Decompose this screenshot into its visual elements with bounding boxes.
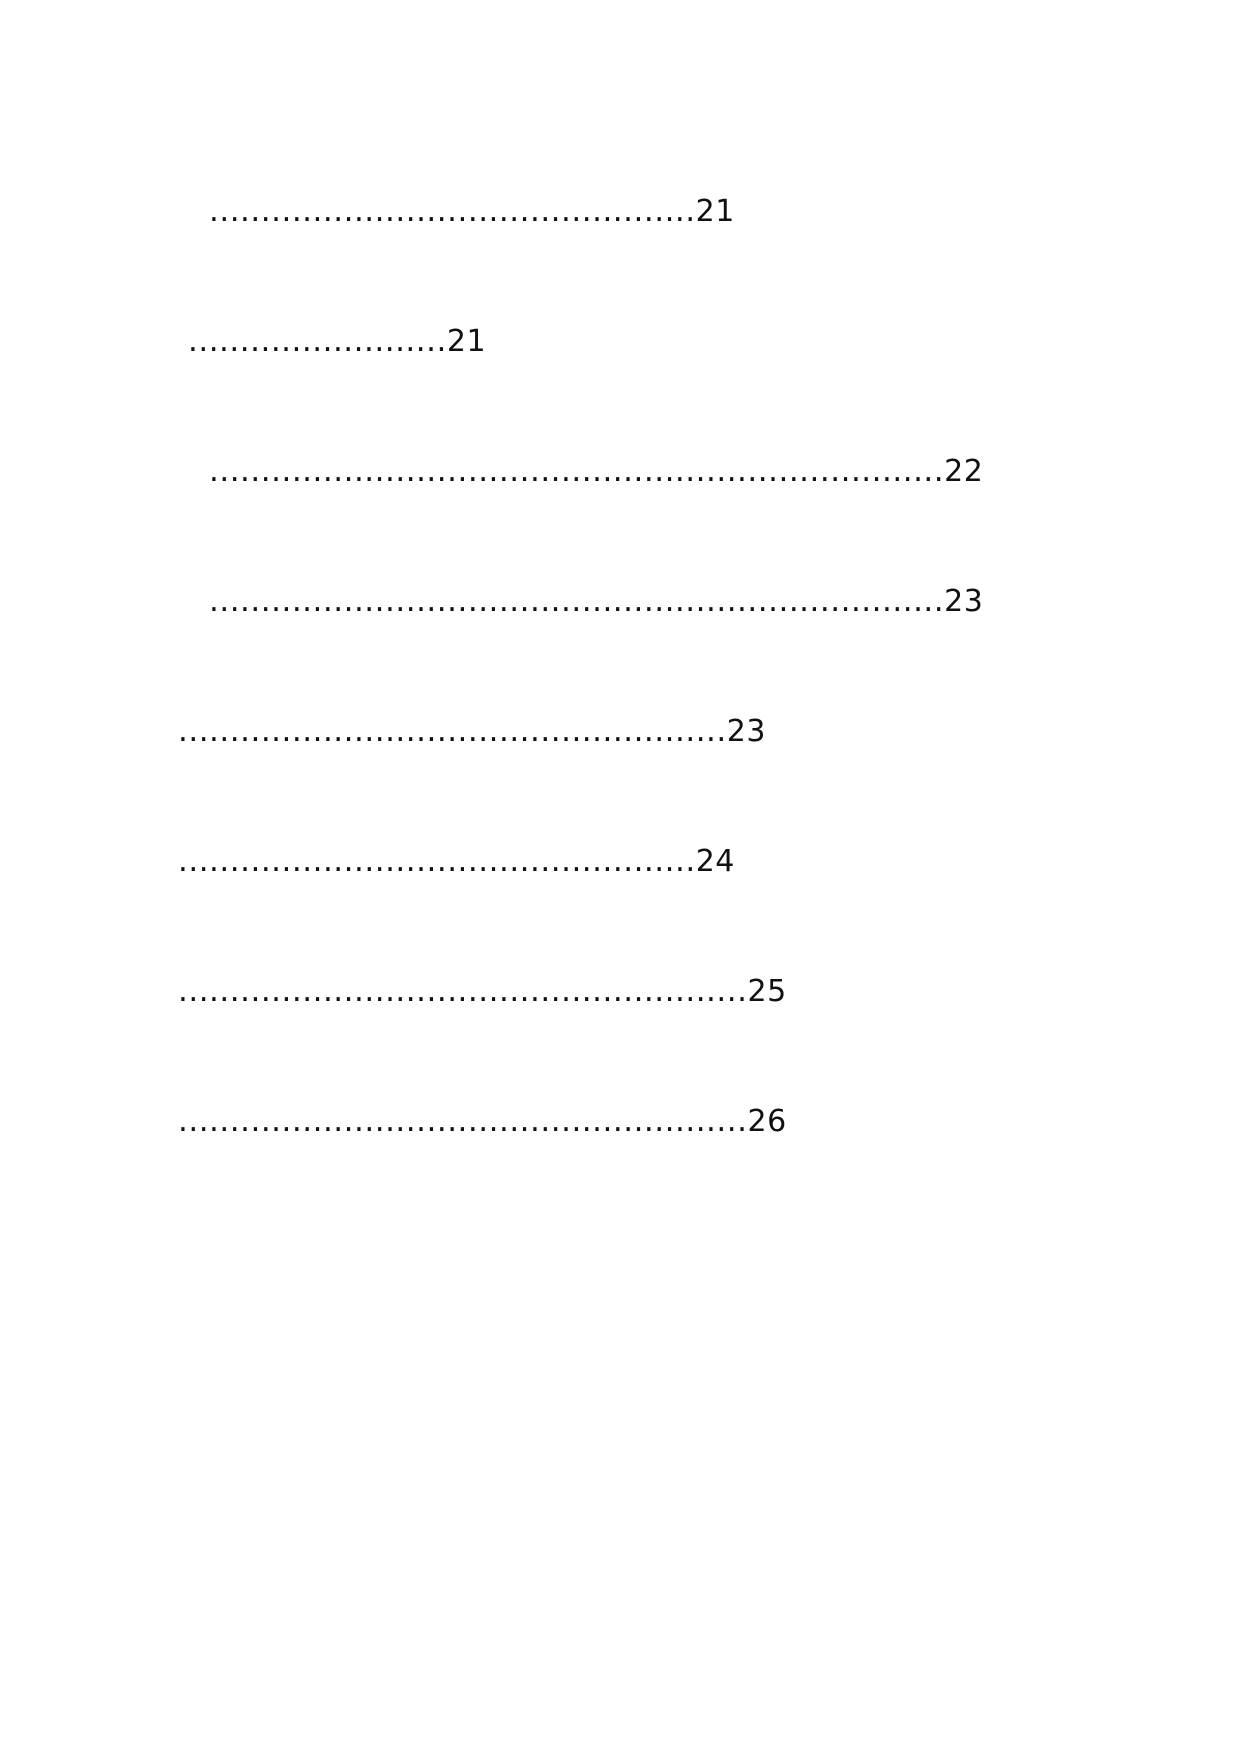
toc-leader-line [209,451,983,492]
toc-page-number: 21 [695,194,735,229]
toc-dot-leader: ....................................................... [178,973,748,1009]
toc-dot-leader: .................................................. [178,843,696,879]
toc-dot-leader: ....................................................................... [209,583,945,619]
toc-page-number: 23 [726,714,766,749]
toc-leader-line [178,971,787,1012]
toc-dot-leader: ....................................................................... [209,453,945,489]
toc-dot-leader: ..................................................... [178,713,727,749]
toc-page-number: 24 [695,844,735,879]
toc-leader-line [178,711,766,752]
toc-leader-line [209,191,735,232]
toc-dot-leader: ....................................................... [178,1103,748,1139]
toc-dot-leader: ......................... [188,323,447,359]
toc-page-number: 25 [747,974,787,1009]
toc-leader-line [209,581,983,622]
toc-leader-line [178,1101,787,1142]
toc-page-number: 22 [944,454,984,489]
toc-page-number: 26 [747,1104,787,1139]
toc-leader-line [178,841,735,882]
toc-page-number: 21 [446,324,487,359]
toc-page-number: 23 [944,584,984,619]
toc-dot-leader: ............................................... [209,193,696,229]
toc-leader-line [188,321,486,362]
